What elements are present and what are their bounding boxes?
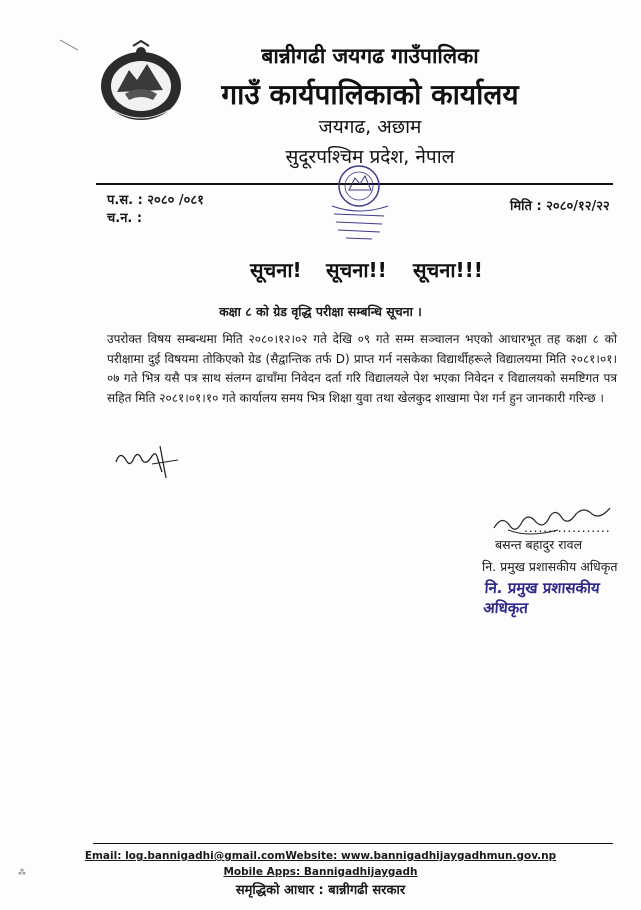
notice-word-3: सूचना!!! <box>413 258 483 282</box>
municipality-name: बान्नीगढी जयगढ गाउँपालिका <box>261 44 479 68</box>
notice-word-2: सूचना!! <box>326 258 387 282</box>
province-country: सुदूरपश्चिम प्रदेश, नेपाल <box>285 146 455 168</box>
nepal-emblem-logo <box>95 40 187 122</box>
handwritten-initial <box>112 440 182 480</box>
notice-body: उपरोक्त विषय सम्बन्धमा मिति २०८०।१२।०२ गते देखि ०९ गते सम्म सञ्चालन भएको आधारभूत तह कक्षा ८ को परीक्षामा दुई विषयमा तोकिएको ग्रेड (सैद्वान्तिक तर्फ D) प्राप्त गर्न नसकेका विद्यार्थीहरूले विद्यालयमा मिति २०८१।०१।०७ गते भित्र यसै पत्र साथ संलग्न ढाचाँमा निवेदन दर्ता गरि विद्यालयले पेश भएका निवेदन र विद्यालयको समष्टिगत पत्र सहित मिति २०८१।०१।१० गते कार्यालय समय भित्र शिक्षा युवा तथा खेलकुद शाखामा पेश गर्न हुन जानकारी गरिन्छ । <box>107 332 617 405</box>
notice-word-1: सूचना! <box>250 258 302 282</box>
office-location: जयगढ, अछाम <box>318 116 422 138</box>
signer-name: बसन्त बहादुर रावल <box>495 537 583 552</box>
office-name: गाउँ कार्यपालिकाको कार्यालय <box>221 78 519 111</box>
footer-contact[interactable]: Email: log.bannigadhi@gmail.comWebsite: www.bannigadhijaygadhmun.gov.np <box>84 850 557 862</box>
signature-line: .................. <box>524 521 611 535</box>
office-stamp <box>318 160 400 248</box>
footer-motto: समृद्धिको आधार : बान्नीगढी सरकार <box>235 883 406 898</box>
subject-line: कक्षा ८ को ग्रेड वृद्धि परीक्षा सम्बन्धि सूचना । <box>219 304 422 319</box>
footer-divider <box>93 843 613 844</box>
letter-date: मिति : २०८०/१२/२२ <box>510 199 610 214</box>
letter-number: प.स. : २०८० /०८१ <box>107 193 204 208</box>
scan-speck: ⁂ <box>18 868 26 877</box>
designation-stamp: नि. प्रमुख प्रशासकीय अधिकृत <box>482 579 601 617</box>
notice-heading <box>0 256 641 288</box>
footer-mobile-apps[interactable]: Mobile Apps: Bannigadhijaygadh <box>223 866 418 878</box>
signer-title: नि. प्रमुख प्रशासकीय अधिकृत <box>482 559 618 574</box>
scan-mark <box>58 38 80 52</box>
dispatch-number: च.न. : <box>107 211 143 226</box>
